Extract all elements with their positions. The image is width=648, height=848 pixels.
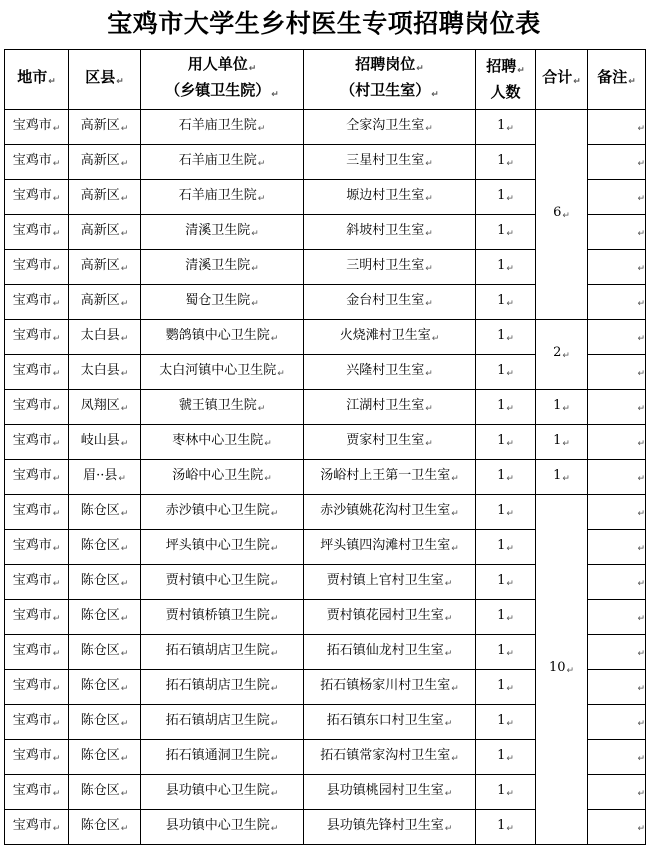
cell-post: 拓石镇仙龙村卫生室↵ [304, 635, 476, 670]
cell-remark: ↵ [588, 705, 646, 740]
cell-unit: 县功镇中心卫生院↵ [141, 775, 304, 810]
cell-unit: 贾村镇中心卫生院↵ [141, 565, 304, 600]
cell-district: 高新区↵ [69, 250, 141, 285]
cell-district: 高新区↵ [69, 110, 141, 145]
cell-unit: 拓石镇胡店卫生院↵ [141, 635, 304, 670]
cell-unit: 拓石镇通洞卫生院↵ [141, 740, 304, 775]
table-body [5, 110, 646, 845]
cell-district: 高新区↵ [69, 285, 141, 320]
table-row [5, 320, 646, 355]
cell-count: 1↵ [476, 740, 536, 775]
cell-post: 三明村卫生室↵ [304, 250, 476, 285]
cell-post: 仝家沟卫生室↵ [304, 110, 476, 145]
cell-district: 眉··县↵ [69, 460, 141, 495]
header-row [5, 50, 646, 110]
cell-unit: 拓石镇胡店卫生院↵ [141, 670, 304, 705]
recruitment-table [4, 49, 646, 845]
header-unit: 用人单位↵ （乡镇卫生院）↵ [141, 50, 304, 110]
cell-remark: ↵ [588, 425, 646, 460]
cell-district: 高新区↵ [69, 180, 141, 215]
header-remark: 备注↵ [588, 50, 646, 110]
cell-city: 宝鸡市↵ [5, 425, 69, 460]
cell-post: 县功镇桃园村卫生室↵ [304, 775, 476, 810]
cell-unit: 虢王镇卫生院↵ [141, 390, 304, 425]
cell-total: 1↵ [536, 425, 588, 460]
cell-total: 2↵ [536, 320, 588, 390]
cell-post: 县功镇先锋村卫生室↵ [304, 810, 476, 845]
cell-remark: ↵ [588, 565, 646, 600]
cell-city: 宝鸡市↵ [5, 670, 69, 705]
cell-count: 1↵ [476, 145, 536, 180]
cell-total: 6↵ [536, 110, 588, 320]
cell-remark: ↵ [588, 285, 646, 320]
cell-count: 1↵ [476, 215, 536, 250]
cell-district: 陈仓区↵ [69, 635, 141, 670]
cell-unit: 石羊庙卫生院↵ [141, 145, 304, 180]
cell-unit: 石羊庙卫生院↵ [141, 110, 304, 145]
cell-remark: ↵ [588, 355, 646, 390]
table-row [5, 390, 646, 425]
cell-unit: 拓石镇胡店卫生院↵ [141, 705, 304, 740]
page-title: 宝鸡市大学生乡村医生专项招聘岗位表 [107, 9, 541, 38]
cell-unit: 蜀仓卫生院↵ [141, 285, 304, 320]
cell-unit: 枣林中心卫生院↵ [141, 425, 304, 460]
cell-remark: ↵ [588, 495, 646, 530]
cell-count: 1↵ [476, 530, 536, 565]
cell-remark: ↵ [588, 460, 646, 495]
cell-district: 陈仓区↵ [69, 495, 141, 530]
cell-unit: 赤沙镇中心卫生院↵ [141, 495, 304, 530]
cell-city: 宝鸡市↵ [5, 530, 69, 565]
cell-unit: 清溪卫生院↵ [141, 215, 304, 250]
cell-total: 10↵ [536, 495, 588, 845]
table-row [5, 460, 646, 495]
cell-city: 宝鸡市↵ [5, 355, 69, 390]
cell-remark: ↵ [588, 635, 646, 670]
header-district: 区县↵ [69, 50, 141, 110]
cell-count: 1↵ [476, 110, 536, 145]
cell-post: 斜坡村卫生室↵ [304, 215, 476, 250]
cell-count: 1↵ [476, 705, 536, 740]
cell-district: 高新区↵ [69, 215, 141, 250]
cell-remark: ↵ [588, 215, 646, 250]
cell-city: 宝鸡市↵ [5, 390, 69, 425]
cell-post: 赤沙镇姚花沟村卫生室↵ [304, 495, 476, 530]
cell-unit: 坪头镇中心卫生院↵ [141, 530, 304, 565]
table-row [5, 425, 646, 460]
cell-unit: 鹦鸽镇中心卫生院↵ [141, 320, 304, 355]
table-header [5, 50, 646, 110]
cell-district: 陈仓区↵ [69, 565, 141, 600]
cell-post: 火烧滩村卫生室↵ [304, 320, 476, 355]
cell-city: 宝鸡市↵ [5, 320, 69, 355]
cell-city: 宝鸡市↵ [5, 285, 69, 320]
cell-count: 1↵ [476, 600, 536, 635]
cell-city: 宝鸡市↵ [5, 180, 69, 215]
header-count: 招聘↵ 人数 [476, 50, 536, 110]
table-row [5, 110, 646, 145]
cell-remark: ↵ [588, 530, 646, 565]
cell-city: 宝鸡市↵ [5, 705, 69, 740]
cell-remark: ↵ [588, 810, 646, 845]
cell-district: 陈仓区↵ [69, 705, 141, 740]
cell-count: 1↵ [476, 285, 536, 320]
cell-district: 陈仓区↵ [69, 775, 141, 810]
cell-remark: ↵ [588, 145, 646, 180]
cell-remark: ↵ [588, 390, 646, 425]
cell-city: 宝鸡市↵ [5, 565, 69, 600]
cell-total: 1↵ [536, 390, 588, 425]
cell-post: 拓石镇常家沟村卫生室↵ [304, 740, 476, 775]
cell-count: 1↵ [476, 355, 536, 390]
cell-post: 拓石镇杨家川村卫生室↵ [304, 670, 476, 705]
cell-city: 宝鸡市↵ [5, 110, 69, 145]
cell-remark: ↵ [588, 670, 646, 705]
cell-post: 拓石镇东口村卫生室↵ [304, 705, 476, 740]
cell-district: 陈仓区↵ [69, 810, 141, 845]
cell-post: 贾家村卫生室↵ [304, 425, 476, 460]
cell-count: 1↵ [476, 635, 536, 670]
cell-district: 太白县↵ [69, 355, 141, 390]
cell-unit: 汤峪中心卫生院↵ [141, 460, 304, 495]
cell-count: 1↵ [476, 390, 536, 425]
cell-count: 1↵ [476, 495, 536, 530]
cell-remark: ↵ [588, 775, 646, 810]
header-city: 地市↵ [5, 50, 69, 110]
cell-remark: ↵ [588, 180, 646, 215]
cell-post: 贾村镇上官村卫生室↵ [304, 565, 476, 600]
cell-city: 宝鸡市↵ [5, 145, 69, 180]
cell-unit: 县功镇中心卫生院↵ [141, 810, 304, 845]
cell-post: 塬边村卫生室↵ [304, 180, 476, 215]
cell-count: 1↵ [476, 810, 536, 845]
cell-count: 1↵ [476, 460, 536, 495]
cell-remark: ↵ [588, 110, 646, 145]
cell-unit: 太白河镇中心卫生院↵ [141, 355, 304, 390]
cell-district: 陈仓区↵ [69, 740, 141, 775]
cell-post: 汤峪村上王第一卫生室↵ [304, 460, 476, 495]
cell-remark: ↵ [588, 600, 646, 635]
cell-post: 兴隆村卫生室↵ [304, 355, 476, 390]
cell-total: 1↵ [536, 460, 588, 495]
cell-count: 1↵ [476, 320, 536, 355]
cell-district: 凤翔区↵ [69, 390, 141, 425]
cell-count: 1↵ [476, 250, 536, 285]
cell-district: 陈仓区↵ [69, 670, 141, 705]
cell-district: 陈仓区↵ [69, 530, 141, 565]
cell-city: 宝鸡市↵ [5, 460, 69, 495]
header-post: 招聘岗位↵ （村卫生室）↵ [304, 50, 476, 110]
cell-post: 江湖村卫生室↵ [304, 390, 476, 425]
cell-remark: ↵ [588, 740, 646, 775]
cell-count: 1↵ [476, 670, 536, 705]
cell-city: 宝鸡市↵ [5, 250, 69, 285]
cell-city: 宝鸡市↵ [5, 810, 69, 845]
table-row [5, 495, 646, 530]
cell-district: 陈仓区↵ [69, 600, 141, 635]
cell-district: 高新区↵ [69, 145, 141, 180]
cell-post: 坪头镇四沟滩村卫生室↵ [304, 530, 476, 565]
cell-unit: 石羊庙卫生院↵ [141, 180, 304, 215]
cell-city: 宝鸡市↵ [5, 495, 69, 530]
cell-post: 贾村镇花园村卫生室↵ [304, 600, 476, 635]
cell-city: 宝鸡市↵ [5, 740, 69, 775]
cell-city: 宝鸡市↵ [5, 215, 69, 250]
cell-count: 1↵ [476, 775, 536, 810]
cell-unit: 清溪卫生院↵ [141, 250, 304, 285]
cell-district: 太白县↵ [69, 320, 141, 355]
cell-remark: ↵ [588, 250, 646, 285]
cell-city: 宝鸡市↵ [5, 600, 69, 635]
header-total: 合计↵ [536, 50, 588, 110]
cell-count: 1↵ [476, 180, 536, 215]
cell-post: 金台村卫生室↵ [304, 285, 476, 320]
cell-post: 三星村卫生室↵ [304, 145, 476, 180]
cell-city: 宝鸡市↵ [5, 635, 69, 670]
cell-remark: ↵ [588, 320, 646, 355]
cell-city: 宝鸡市↵ [5, 775, 69, 810]
cell-count: 1↵ [476, 565, 536, 600]
cell-district: 岐山县↵ [69, 425, 141, 460]
cell-unit: 贾村镇桥镇卫生院↵ [141, 600, 304, 635]
cell-count: 1↵ [476, 425, 536, 460]
